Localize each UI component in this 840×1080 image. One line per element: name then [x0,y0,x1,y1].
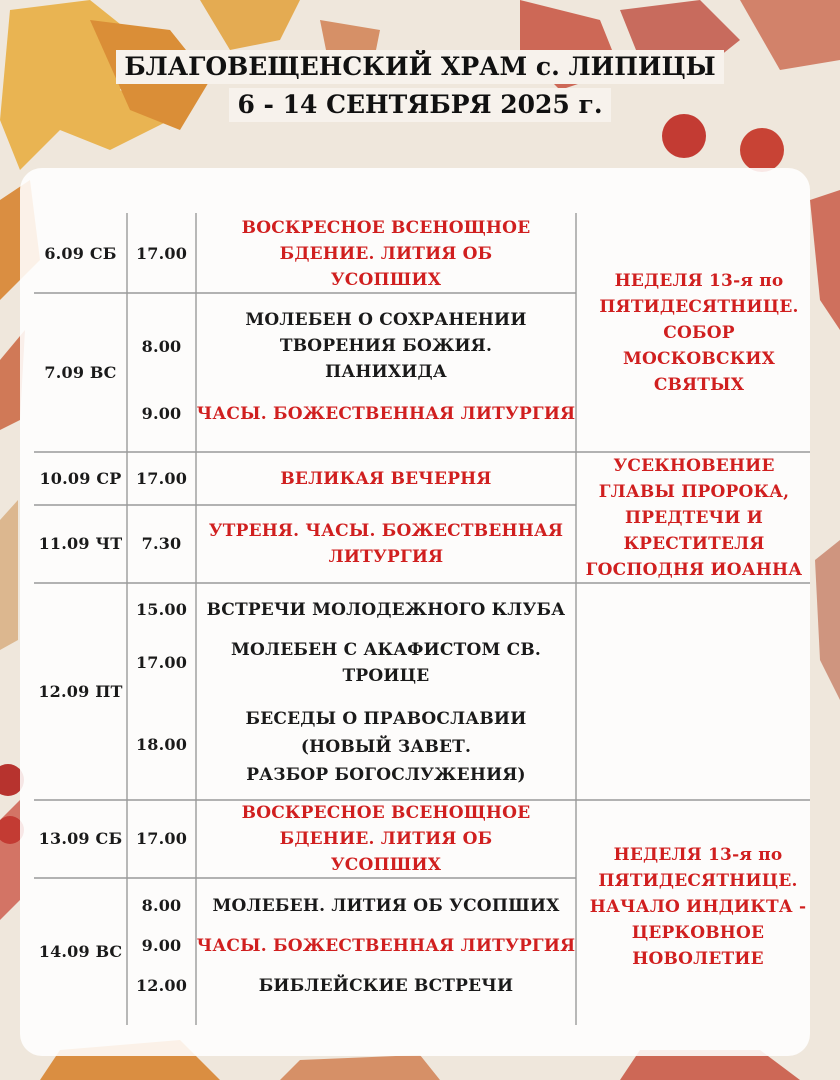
time-cell: 7.30 [141,534,182,553]
time-cell: 17.00 [135,468,188,488]
service-cell: МОЛЕБЕН О СОХРАНЕНИИ ТВОРЕНИЯ БОЖИЯ. ПАНИХИДА [245,310,527,382]
time-cell: 17.00 [135,653,188,672]
feast-cell: УСЕКНОВЕНИЕ ГЛАВЫ ПРОРОКА, ПРЕДТЕЧИ И КРЕСТИТЕЛЯ ГОСПОДНЯ ИОАННА [585,455,803,580]
service-cell: УТРЕНЯ. ЧАСЫ. БОЖЕСТВЕННАЯ ЛИТУРГИЯ [208,521,564,567]
service-cell: (НОВЫЙ ЗАВЕТ. [300,737,472,757]
service-cell: ЧАСЫ. БОЖЕСТВЕННАЯ ЛИТУРГИЯ [196,404,576,424]
service-cell: РАЗБОР БОГОСЛУЖЕНИЯ) [246,765,526,785]
feast-cell: НЕДЕЛЯ 13-я по ПЯТИДЕСЯТНИЦЕ. НАЧАЛО ИНДИКТА - ЦЕРКОВНОЕ НОВОЛЕТИЕ [589,845,807,969]
time-cell: 9.00 [141,936,182,955]
time-cell: 9.00 [141,404,182,423]
time-cell: 8.00 [141,896,182,915]
date-cell: 6.09 СБ [44,244,117,263]
service-cell: ВСТРЕЧИ МОЛОДЕЖНОГО КЛУБА [206,600,566,620]
date-cell: 11.09 ЧТ [38,534,123,553]
date-cell: 12.09 ПТ [38,681,123,701]
time-cell: 18.00 [135,735,188,754]
time-cell: 8.00 [141,337,182,356]
service-cell: ВОСКРЕСНОЕ ВСЕНОЩНОЕ БДЕНИЕ. ЛИТИЯ ОБ УСОПШИХ [241,803,531,875]
feast-cell: НЕДЕЛЯ 13-я по ПЯТИДЕСЯТНИЦЕ. СОБОР МОСКОВСКИХ СВЯТЫХ [599,271,799,395]
date-cell: 14.09 ВС [38,941,123,961]
time-cell: 12.00 [135,976,188,995]
date-cell: 7.09 ВС [44,362,117,382]
time-cell: 17.00 [135,829,188,848]
service-cell: МОЛЕБЕН С АКАФИСТОМ СВ. ТРОИЦЕ [230,640,542,686]
title-dates: 6 - 14 СЕНТЯБРЯ 2025 г. [229,88,610,122]
service-cell: ЧАСЫ. БОЖЕСТВЕННАЯ ЛИТУРГИЯ [196,936,576,956]
time-cell: 15.00 [135,600,188,619]
time-cell: 17.00 [135,244,188,263]
service-cell: БЕСЕДЫ О ПРАВОСЛАВИИ [245,709,527,729]
date-cell: 10.09 СР [39,468,122,488]
title-church: БЛАГОВЕЩЕНСКИЙ ХРАМ с. ЛИПИЦЫ [116,50,723,84]
service-cell: МОЛЕБЕН. ЛИТИЯ ОБ УСОПШИХ [212,896,560,916]
service-cell: БИБЛЕЙСКИЕ ВСТРЕЧИ [258,976,514,996]
date-cell: 13.09 СБ [38,829,123,848]
service-cell: ВОСКРЕСНОЕ ВСЕНОЩНОЕ БДЕНИЕ. ЛИТИЯ ОБ УСОПШИХ [241,218,531,290]
service-cell: ВЕЛИКАЯ ВЕЧЕРНЯ [280,468,492,489]
